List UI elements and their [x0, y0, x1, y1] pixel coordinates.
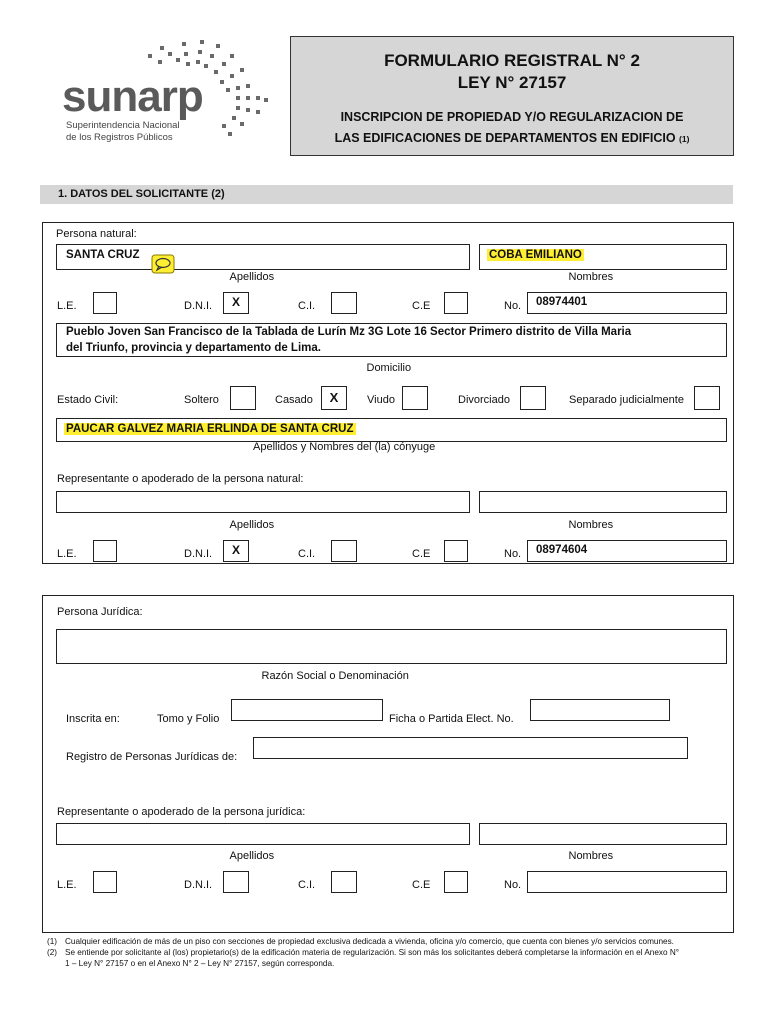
form-title: FORMULARIO REGISTRAL N° 2: [384, 51, 640, 70]
section-bar: [40, 185, 733, 204]
rep-dni-mark: X: [231, 543, 240, 557]
estado-civil-label: Estado Civil:: [57, 394, 119, 406]
section-title: 1. DATOS DEL SOLICITANTE (2): [58, 188, 225, 200]
form-subtitle-ref: (1): [679, 134, 690, 144]
doc-number-value: 08974401: [536, 296, 588, 308]
rep-juridica-nombres-field[interactable]: [479, 823, 727, 845]
logo-tagline-2: de los Registros Públicos: [66, 132, 173, 143]
nombres-caption: Nombres: [568, 271, 614, 283]
viudo-checkbox[interactable]: [402, 386, 428, 410]
form-subtitle-2-text: LAS EDIFICACIONES DE DEPARTAMENTOS EN EDIFICIO: [334, 131, 676, 145]
le-checkbox[interactable]: [93, 292, 117, 314]
separado-label: Separado judicialmente: [569, 394, 684, 406]
rep-ce-checkbox[interactable]: [444, 540, 468, 562]
nombres-value: COBA EMILIANO: [489, 249, 582, 261]
registro-field[interactable]: [253, 737, 688, 759]
jur-ce-label: C.E: [412, 879, 431, 891]
ce-label: C.E: [412, 300, 431, 312]
ci-label: C.I.: [298, 300, 316, 312]
jur-le-label: L.E.: [57, 879, 77, 891]
logo-wordmark: sunarp: [62, 72, 203, 121]
soltero-checkbox[interactable]: [230, 386, 256, 410]
persona-juridica-label: Persona Jurídica:: [57, 606, 143, 618]
casado-label: Casado: [275, 394, 313, 406]
jur-ce-checkbox[interactable]: [444, 871, 468, 893]
rep-no-label: No.: [504, 548, 522, 560]
ficha-label: Ficha o Partida Elect. No.: [389, 713, 514, 725]
soltero-label: Soltero: [184, 394, 219, 406]
footnote-2-text-1: Se entiende por solicitante al (los) propietario(s) de la edificación materia de regularización. Si son más los solicitantes deberá completarse la información en el Anexo N°: [65, 948, 680, 957]
form-header: [290, 36, 734, 156]
ci-checkbox[interactable]: [331, 292, 357, 314]
rep-ci-checkbox[interactable]: [331, 540, 357, 562]
le-label: L.E.: [57, 300, 77, 312]
logo-tagline-1: Superintendencia Nacional: [66, 120, 180, 131]
rep-natural-nombres-caption: Nombres: [568, 519, 614, 531]
dni-label: D.N.I.: [184, 300, 213, 312]
rep-juridica-apellidos-caption: Apellidos: [229, 850, 275, 862]
rep-natural-label: Representante o apoderado de la persona natural:: [57, 473, 304, 485]
persona-natural-label: Persona natural:: [56, 228, 137, 240]
sunarp-logo: [60, 38, 280, 148]
rep-juridica-label: Representante o apoderado de la persona jurídica:: [57, 806, 306, 818]
divorciado-checkbox[interactable]: [520, 386, 546, 410]
form-subtitle-2: [291, 131, 733, 145]
conyuge-caption: Apellidos y Nombres del (la) cónyuge: [253, 441, 436, 453]
rep-juridica-nombres-caption: Nombres: [568, 850, 614, 862]
rep-le-label: L.E.: [57, 548, 77, 560]
rep-dni-label: D.N.I.: [184, 548, 213, 560]
separado-checkbox[interactable]: [694, 386, 720, 410]
registro-label: Registro de Personas Jurídicas de:: [66, 751, 238, 763]
jur-doc-number-field[interactable]: [527, 871, 727, 893]
conyuge-value: PAUCAR GALVEZ MARIA ERLINDA DE SANTA CRUZ: [66, 423, 354, 435]
casado-mark: X: [329, 390, 339, 405]
inscrita-label: Inscrita en:: [66, 713, 120, 725]
rep-natural-apellidos-caption: Apellidos: [229, 519, 275, 531]
rep-ci-label: C.I.: [298, 548, 316, 560]
domicilio-caption: Domicilio: [366, 362, 412, 374]
footnote-2-text-2: 1 – Ley N° 27157 o en el Anexo N° 2 – Ley N° 27157, según corresponda.: [65, 959, 335, 968]
rep-natural-apellidos-field[interactable]: [56, 491, 470, 513]
apellidos-caption: Apellidos: [229, 271, 275, 283]
viudo-label: Viudo: [367, 394, 395, 406]
jur-dni-label: D.N.I.: [184, 879, 213, 891]
razon-social-field[interactable]: [56, 629, 727, 664]
comment-icon[interactable]: [151, 254, 175, 274]
jur-dni-checkbox[interactable]: [223, 871, 249, 893]
rep-natural-nombres-field[interactable]: [479, 491, 727, 513]
ce-checkbox[interactable]: [444, 292, 468, 314]
rep-doc-number-value: 08974604: [536, 544, 588, 556]
razon-social-caption: Razón Social o Denominación: [261, 670, 409, 682]
jur-ci-label: C.I.: [298, 879, 316, 891]
form-subtitle-1: INSCRIPCION DE PROPIEDAD Y/O REGULARIZACION DE: [340, 110, 684, 124]
tomo-folio-field[interactable]: [231, 699, 383, 721]
domicilio-line-2: del Triunfo, provincia y departamento de Lima.: [66, 342, 321, 354]
domicilio-line-1: Pueblo Joven San Francisco de la Tablada de Lurín Mz 3G Lote 16 Sector Primero distrito de Villa Maria: [66, 326, 632, 338]
rep-ce-label: C.E: [412, 548, 431, 560]
footnote-2-num: (2): [47, 948, 58, 957]
dni-mark: X: [231, 295, 240, 309]
jur-le-checkbox[interactable]: [93, 871, 117, 893]
jur-no-label: No.: [504, 879, 522, 891]
jur-ci-checkbox[interactable]: [331, 871, 357, 893]
ficha-field[interactable]: [530, 699, 670, 721]
rep-juridica-apellidos-field[interactable]: [56, 823, 470, 845]
footnote-1-text: Cualquier edificación de más de un piso con secciones de propiedad exclusiva dedicada a vivienda, oficina y/o comercio, que cuenta con bienes y/o servicios comunes.: [65, 937, 674, 946]
divorciado-label: Divorciado: [458, 394, 510, 406]
no-label: No.: [504, 300, 522, 312]
footnote-1-num: (1): [47, 937, 58, 946]
tomo-folio-label: Tomo y Folio: [157, 713, 220, 725]
apellidos-value: SANTA CRUZ: [66, 249, 140, 261]
rep-le-checkbox[interactable]: [93, 540, 117, 562]
form-law: LEY N° 27157: [457, 73, 567, 92]
